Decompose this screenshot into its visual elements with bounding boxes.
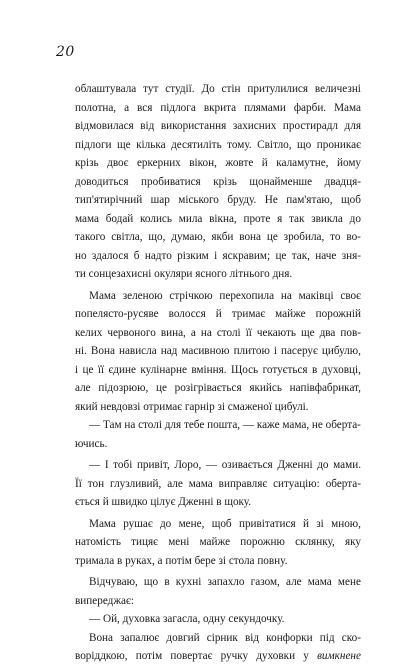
text-line: і це її єдине кулінарне вміння. Щось готується в духовці, <box>75 363 361 376</box>
text-line: ється й швидко цілує Дженні в щоку. <box>75 496 252 508</box>
text-line: Відчуваю, що в кухні запахло газом, але мама мене <box>89 576 361 588</box>
text-line: ні. Вона нависла над масивною плитою і пасерує цибулю, <box>75 345 361 357</box>
text-line: крізь двоє еркерних вікон, жовте й каламутне, йому <box>75 157 361 169</box>
text-line: Мама зеленою стрічкою перехопила на маківці своє <box>89 289 361 302</box>
text-line: тип'ятирічний шар міського бруду. Не пам'ятаю, щоб <box>75 194 361 206</box>
text-line: — Там на столі для тебе пошта, — каже мама, не оберта- <box>89 419 361 431</box>
text-line: доводиться пробиватися крізь щонайменше двадця- <box>75 175 361 188</box>
text-line: мама бодай колись мила вікна, проте я так звикла до <box>75 212 361 225</box>
text-line: натомість тицяє мені майже порожню склянку, яку <box>75 536 361 548</box>
text-line: ти сонцезахисні окуляри ясного літнього дня. <box>75 268 293 280</box>
text-line: полотна, а вся підлога вкрита плямами фарби. Мама <box>75 101 361 114</box>
text-line: підлоги ще кілька десятиліть тому. Світло, що проникає <box>75 138 361 151</box>
text-line: випереджає: <box>75 594 134 607</box>
text-line: ючись. <box>75 437 108 450</box>
text-line: облаштувала тут студії. До стін притулилися величезні <box>75 83 361 95</box>
text-line: Її тон глузливий, але мама виправляє ситуацію: оберта- <box>75 477 361 490</box>
text-line: тримала в руках, а потім бере зі стола повну. <box>75 554 288 567</box>
text-line: воріддкою, потім повертає ручку духовки у вимкнене <box>75 650 361 662</box>
text-line: — Ой, духовка загасла, одну секундочку. <box>89 613 285 625</box>
text-line: Вона запалює довгий сірник від конфорки під ско- <box>89 631 361 644</box>
text-line: попелясто-русяве волосся й тримає майже порожній <box>75 308 361 320</box>
text-line: але підозрюю, це розігрівається якийсь напівфабрикат, <box>75 382 361 394</box>
text-line: який невдовзі отримає гарнір зі смаженої цибулі. <box>75 400 309 413</box>
text-line: відмовилася від використання захисних простирадл для <box>75 120 361 132</box>
text-line: келих червоного вина, а на столі її чекають ще два пов- <box>75 326 361 339</box>
body-text <box>75 80 361 666</box>
page-number: 20 <box>56 44 75 60</box>
text-line: Мама рушає до мене, щоб привітатися й зі мною, <box>89 517 361 530</box>
text-line: такого світла, що, думаю, якби вона це зробила, то во- <box>75 231 361 243</box>
text-line: — І тобі привіт, Лоро, — озивається Дженні до мами. <box>89 459 361 471</box>
text-line: но здалося б надто різким і яскравим; це так, наче зня- <box>75 249 361 262</box>
